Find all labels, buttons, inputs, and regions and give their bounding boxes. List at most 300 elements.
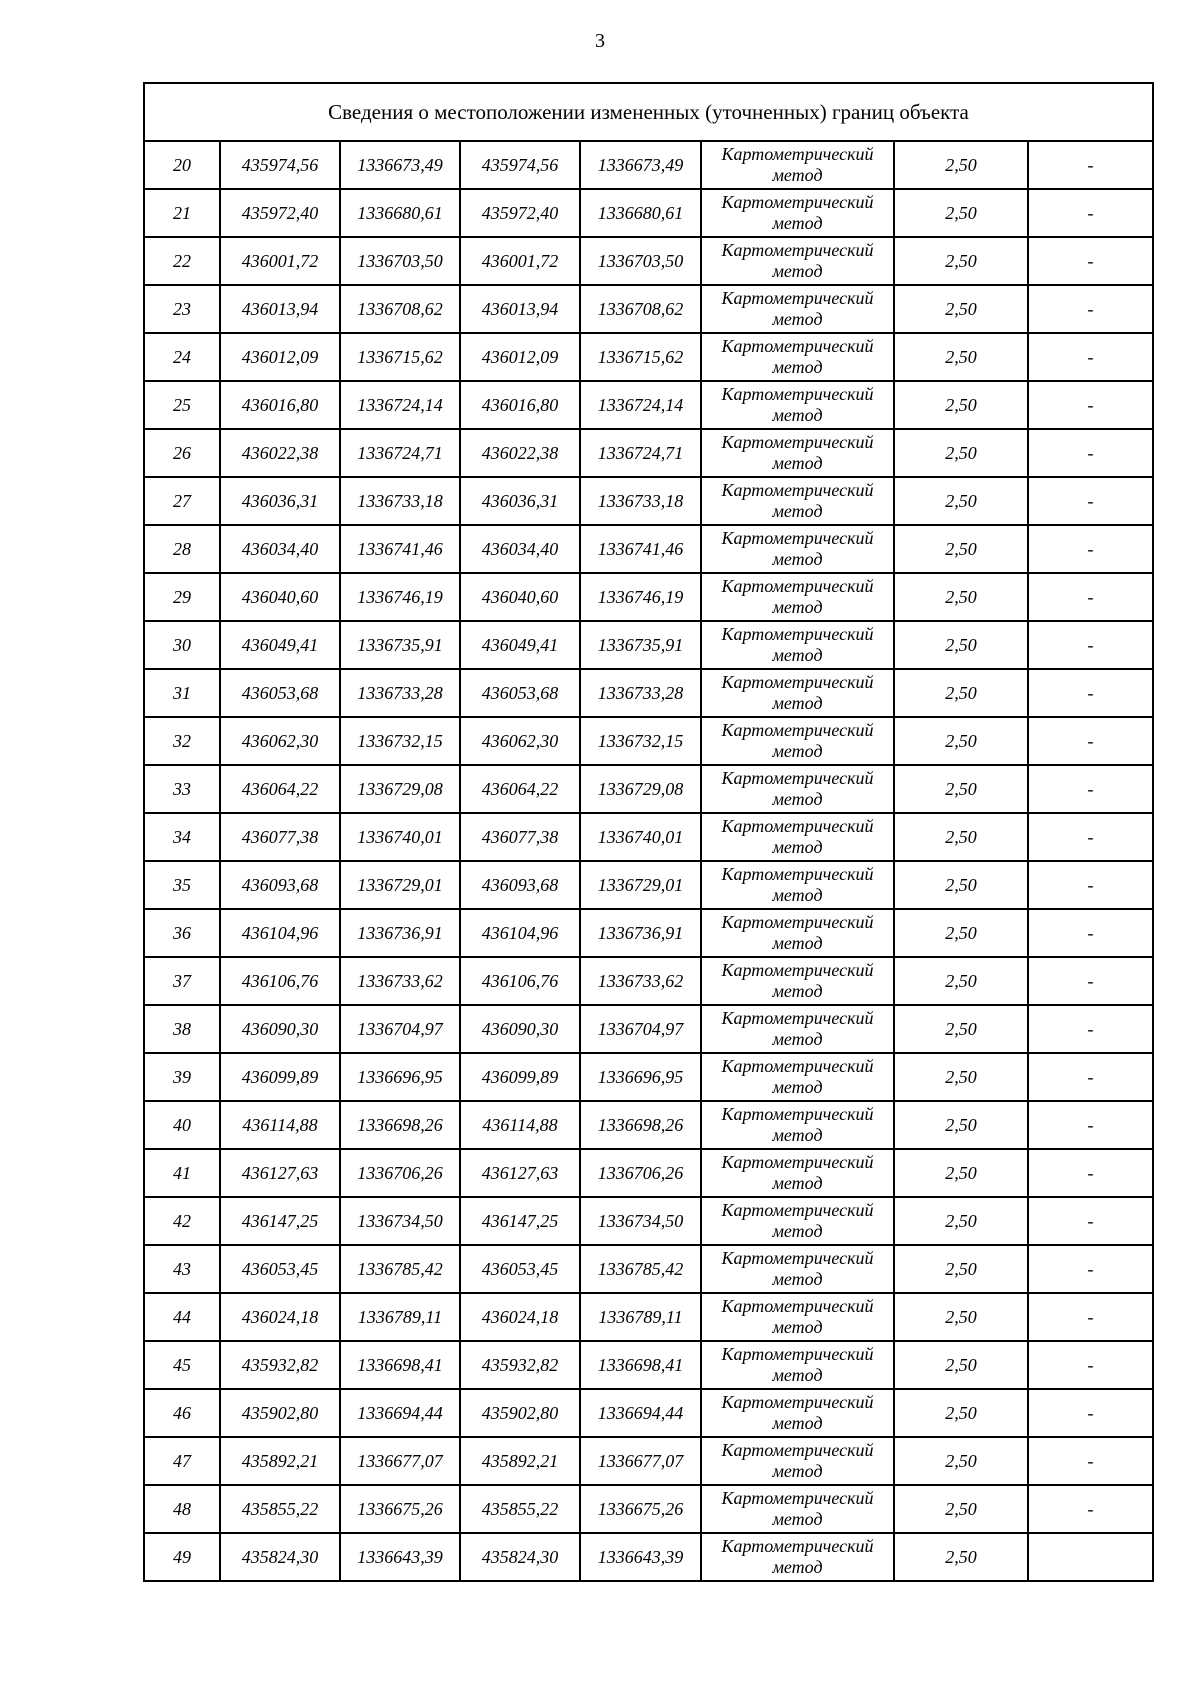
x-new-cell: 435972,40 (460, 189, 580, 237)
point-number-cell: 34 (144, 813, 220, 861)
method-line-2: метод (772, 1221, 823, 1241)
note-cell: - (1028, 189, 1153, 237)
x-new-cell: 436022,38 (460, 429, 580, 477)
x-existing-cell: 436012,09 (220, 333, 340, 381)
method-cell (701, 861, 894, 909)
method-line-2: метод (772, 645, 823, 665)
y-existing-cell: 1336680,61 (340, 189, 460, 237)
table-row (144, 477, 1153, 525)
precision-cell: 2,50 (894, 1005, 1028, 1053)
x-new-cell: 436127,63 (460, 1149, 580, 1197)
method-line-1: Картометрический (721, 1008, 874, 1028)
x-existing-cell: 436062,30 (220, 717, 340, 765)
point-number-cell: 28 (144, 525, 220, 573)
x-existing-cell: 436064,22 (220, 765, 340, 813)
note-cell: - (1028, 381, 1153, 429)
point-number-cell: 40 (144, 1101, 220, 1149)
x-new-cell: 436064,22 (460, 765, 580, 813)
method-cell (701, 1053, 894, 1101)
y-existing-cell: 1336729,08 (340, 765, 460, 813)
point-number-cell: 20 (144, 141, 220, 189)
y-existing-cell: 1336736,91 (340, 909, 460, 957)
y-existing-cell: 1336733,28 (340, 669, 460, 717)
table-row (144, 381, 1153, 429)
method-line-2: метод (772, 837, 823, 857)
x-new-cell: 436001,72 (460, 237, 580, 285)
y-existing-cell: 1336741,46 (340, 525, 460, 573)
y-existing-cell: 1336733,62 (340, 957, 460, 1005)
y-new-cell: 1336735,91 (580, 621, 701, 669)
method-line-1: Картометрический (721, 1152, 874, 1172)
x-new-cell: 436090,30 (460, 1005, 580, 1053)
y-existing-cell: 1336740,01 (340, 813, 460, 861)
point-number-cell: 27 (144, 477, 220, 525)
method-line-2: метод (772, 1557, 823, 1577)
precision-cell: 2,50 (894, 1245, 1028, 1293)
method-cell (701, 1005, 894, 1053)
point-number-cell: 33 (144, 765, 220, 813)
y-new-cell: 1336733,62 (580, 957, 701, 1005)
y-existing-cell: 1336708,62 (340, 285, 460, 333)
method-line-1: Картометрический (721, 816, 874, 836)
table-row (144, 1437, 1153, 1485)
method-line-1: Картометрический (721, 240, 874, 260)
method-line-1: Картометрический (721, 1248, 874, 1268)
x-existing-cell: 436001,72 (220, 237, 340, 285)
y-new-cell: 1336746,19 (580, 573, 701, 621)
point-number-cell: 37 (144, 957, 220, 1005)
method-cell (701, 1101, 894, 1149)
y-new-cell: 1336677,07 (580, 1437, 701, 1485)
x-new-cell: 436049,41 (460, 621, 580, 669)
note-cell: - (1028, 1485, 1153, 1533)
point-number-cell: 35 (144, 861, 220, 909)
y-new-cell: 1336680,61 (580, 189, 701, 237)
method-line-2: метод (772, 165, 823, 185)
precision-cell: 2,50 (894, 333, 1028, 381)
table-row (144, 1389, 1153, 1437)
method-line-1: Картометрический (721, 288, 874, 308)
x-existing-cell: 436036,31 (220, 477, 340, 525)
method-line-1: Картометрический (721, 1440, 874, 1460)
method-line-2: метод (772, 1365, 823, 1385)
note-cell: - (1028, 1437, 1153, 1485)
boundary-coordinates-table (143, 82, 1154, 1582)
precision-cell: 2,50 (894, 1293, 1028, 1341)
method-line-1: Картометрический (721, 528, 874, 548)
precision-cell: 2,50 (894, 1437, 1028, 1485)
precision-cell: 2,50 (894, 1533, 1028, 1581)
method-cell (701, 1437, 894, 1485)
method-cell (701, 429, 894, 477)
x-new-cell: 436036,31 (460, 477, 580, 525)
note-cell: - (1028, 813, 1153, 861)
note-cell: - (1028, 525, 1153, 573)
method-line-2: метод (772, 1413, 823, 1433)
x-existing-cell: 436147,25 (220, 1197, 340, 1245)
method-line-1: Картометрический (721, 864, 874, 884)
x-existing-cell: 436034,40 (220, 525, 340, 573)
method-line-2: метод (772, 309, 823, 329)
point-number-cell: 21 (144, 189, 220, 237)
precision-cell: 2,50 (894, 1197, 1028, 1245)
y-existing-cell: 1336724,71 (340, 429, 460, 477)
precision-cell: 2,50 (894, 573, 1028, 621)
method-cell (701, 525, 894, 573)
precision-cell: 2,50 (894, 237, 1028, 285)
y-existing-cell: 1336698,41 (340, 1341, 460, 1389)
point-number-cell: 42 (144, 1197, 220, 1245)
x-new-cell: 436053,45 (460, 1245, 580, 1293)
method-cell (701, 813, 894, 861)
x-existing-cell: 436099,89 (220, 1053, 340, 1101)
method-line-1: Картометрический (721, 336, 874, 356)
method-cell (701, 1341, 894, 1389)
x-new-cell: 436024,18 (460, 1293, 580, 1341)
precision-cell: 2,50 (894, 1053, 1028, 1101)
x-existing-cell: 436106,76 (220, 957, 340, 1005)
x-new-cell: 436147,25 (460, 1197, 580, 1245)
method-line-2: метод (772, 1269, 823, 1289)
note-cell: - (1028, 669, 1153, 717)
note-cell: - (1028, 477, 1153, 525)
y-existing-cell: 1336703,50 (340, 237, 460, 285)
precision-cell: 2,50 (894, 1101, 1028, 1149)
method-line-1: Картометрический (721, 1104, 874, 1124)
method-cell (701, 285, 894, 333)
precision-cell: 2,50 (894, 1485, 1028, 1533)
y-new-cell: 1336715,62 (580, 333, 701, 381)
point-number-cell: 46 (144, 1389, 220, 1437)
method-cell (701, 189, 894, 237)
y-new-cell: 1336704,97 (580, 1005, 701, 1053)
note-cell: - (1028, 1245, 1153, 1293)
method-line-2: метод (772, 693, 823, 713)
x-existing-cell: 435824,30 (220, 1533, 340, 1581)
x-existing-cell: 436040,60 (220, 573, 340, 621)
x-new-cell: 435902,80 (460, 1389, 580, 1437)
point-number-cell: 43 (144, 1245, 220, 1293)
table-row (144, 765, 1153, 813)
x-existing-cell: 436053,45 (220, 1245, 340, 1293)
method-cell (701, 1197, 894, 1245)
point-number-cell: 23 (144, 285, 220, 333)
x-new-cell: 436013,94 (460, 285, 580, 333)
method-cell (701, 1245, 894, 1293)
note-cell: - (1028, 1293, 1153, 1341)
x-new-cell: 435932,82 (460, 1341, 580, 1389)
note-cell: - (1028, 957, 1153, 1005)
table-row (144, 1485, 1153, 1533)
table-row (144, 909, 1153, 957)
y-new-cell: 1336740,01 (580, 813, 701, 861)
point-number-cell: 45 (144, 1341, 220, 1389)
method-line-1: Картометрический (721, 624, 874, 644)
method-line-1: Картометрический (721, 480, 874, 500)
x-new-cell: 436106,76 (460, 957, 580, 1005)
table-row (144, 621, 1153, 669)
method-line-2: метод (772, 1125, 823, 1145)
method-line-1: Картометрический (721, 384, 874, 404)
y-existing-cell: 1336704,97 (340, 1005, 460, 1053)
table-row (144, 573, 1153, 621)
note-cell: - (1028, 1005, 1153, 1053)
y-new-cell: 1336733,28 (580, 669, 701, 717)
x-existing-cell: 436127,63 (220, 1149, 340, 1197)
table-row (144, 237, 1153, 285)
y-existing-cell: 1336732,15 (340, 717, 460, 765)
x-existing-cell: 436049,41 (220, 621, 340, 669)
note-cell: - (1028, 1101, 1153, 1149)
precision-cell: 2,50 (894, 477, 1028, 525)
table-row (144, 717, 1153, 765)
y-new-cell: 1336729,08 (580, 765, 701, 813)
table-row (144, 813, 1153, 861)
y-new-cell: 1336708,62 (580, 285, 701, 333)
y-existing-cell: 1336735,91 (340, 621, 460, 669)
point-number-cell: 22 (144, 237, 220, 285)
point-number-cell: 30 (144, 621, 220, 669)
method-line-1: Картометрический (721, 432, 874, 452)
method-cell (701, 717, 894, 765)
method-cell (701, 669, 894, 717)
y-new-cell: 1336724,71 (580, 429, 701, 477)
method-line-2: метод (772, 1461, 823, 1481)
point-number-cell: 32 (144, 717, 220, 765)
precision-cell: 2,50 (894, 957, 1028, 1005)
y-new-cell: 1336706,26 (580, 1149, 701, 1197)
x-existing-cell: 435932,82 (220, 1341, 340, 1389)
note-cell: - (1028, 333, 1153, 381)
x-new-cell: 435824,30 (460, 1533, 580, 1581)
y-new-cell: 1336785,42 (580, 1245, 701, 1293)
point-number-cell: 24 (144, 333, 220, 381)
precision-cell: 2,50 (894, 861, 1028, 909)
point-number-cell: 25 (144, 381, 220, 429)
point-number-cell: 38 (144, 1005, 220, 1053)
precision-cell: 2,50 (894, 1389, 1028, 1437)
y-new-cell: 1336703,50 (580, 237, 701, 285)
x-new-cell: 436104,96 (460, 909, 580, 957)
method-line-2: метод (772, 405, 823, 425)
y-new-cell: 1336673,49 (580, 141, 701, 189)
table-row (144, 285, 1153, 333)
method-cell (701, 237, 894, 285)
point-number-cell: 26 (144, 429, 220, 477)
method-cell (701, 909, 894, 957)
y-existing-cell: 1336696,95 (340, 1053, 460, 1101)
note-cell: - (1028, 1053, 1153, 1101)
method-line-2: метод (772, 213, 823, 233)
x-existing-cell: 436022,38 (220, 429, 340, 477)
x-existing-cell: 436024,18 (220, 1293, 340, 1341)
table-row (144, 957, 1153, 1005)
method-line-1: Картометрический (721, 1056, 874, 1076)
table-row (144, 1293, 1153, 1341)
point-number-cell: 39 (144, 1053, 220, 1101)
y-existing-cell: 1336789,11 (340, 1293, 460, 1341)
table-row (144, 1053, 1153, 1101)
note-cell: - (1028, 717, 1153, 765)
table-row (144, 1149, 1153, 1197)
method-line-2: метод (772, 261, 823, 281)
y-new-cell: 1336729,01 (580, 861, 701, 909)
y-new-cell: 1336698,41 (580, 1341, 701, 1389)
note-cell: - (1028, 621, 1153, 669)
method-line-2: метод (772, 789, 823, 809)
precision-cell: 2,50 (894, 909, 1028, 957)
precision-cell: 2,50 (894, 381, 1028, 429)
method-line-1: Картометрический (721, 144, 874, 164)
point-number-cell: 31 (144, 669, 220, 717)
precision-cell: 2,50 (894, 765, 1028, 813)
precision-cell: 2,50 (894, 717, 1028, 765)
x-new-cell: 435892,21 (460, 1437, 580, 1485)
method-line-1: Картометрический (721, 1200, 874, 1220)
y-existing-cell: 1336729,01 (340, 861, 460, 909)
y-existing-cell: 1336643,39 (340, 1533, 460, 1581)
x-existing-cell: 436090,30 (220, 1005, 340, 1053)
y-new-cell: 1336736,91 (580, 909, 701, 957)
method-cell (701, 1389, 894, 1437)
method-cell (701, 477, 894, 525)
y-new-cell: 1336789,11 (580, 1293, 701, 1341)
precision-cell: 2,50 (894, 141, 1028, 189)
method-cell (701, 621, 894, 669)
method-line-1: Картометрический (721, 1296, 874, 1316)
method-line-2: метод (772, 1077, 823, 1097)
method-line-2: метод (772, 933, 823, 953)
table-row (144, 1005, 1153, 1053)
y-new-cell: 1336733,18 (580, 477, 701, 525)
point-number-cell: 36 (144, 909, 220, 957)
method-cell (701, 381, 894, 429)
precision-cell: 2,50 (894, 429, 1028, 477)
x-existing-cell: 435974,56 (220, 141, 340, 189)
method-line-2: метод (772, 501, 823, 521)
y-existing-cell: 1336677,07 (340, 1437, 460, 1485)
precision-cell: 2,50 (894, 525, 1028, 573)
note-cell: - (1028, 429, 1153, 477)
precision-cell: 2,50 (894, 813, 1028, 861)
y-new-cell: 1336698,26 (580, 1101, 701, 1149)
method-line-2: метод (772, 1029, 823, 1049)
note-cell: - (1028, 765, 1153, 813)
x-new-cell: 436099,89 (460, 1053, 580, 1101)
note-cell: - (1028, 285, 1153, 333)
x-new-cell: 436040,60 (460, 573, 580, 621)
table-row (144, 189, 1153, 237)
y-new-cell: 1336696,95 (580, 1053, 701, 1101)
table-row (144, 669, 1153, 717)
note-cell: - (1028, 1149, 1153, 1197)
method-line-1: Картометрический (721, 1392, 874, 1412)
method-line-1: Картометрический (721, 720, 874, 740)
x-existing-cell: 435972,40 (220, 189, 340, 237)
precision-cell: 2,50 (894, 1341, 1028, 1389)
method-cell (701, 1293, 894, 1341)
y-new-cell: 1336734,50 (580, 1197, 701, 1245)
point-number-cell: 44 (144, 1293, 220, 1341)
table-row (144, 1101, 1153, 1149)
method-line-2: метод (772, 1317, 823, 1337)
method-cell (701, 957, 894, 1005)
method-cell (701, 1149, 894, 1197)
point-number-cell: 49 (144, 1533, 220, 1581)
method-line-2: метод (772, 597, 823, 617)
y-new-cell: 1336724,14 (580, 381, 701, 429)
y-existing-cell: 1336675,26 (340, 1485, 460, 1533)
y-existing-cell: 1336724,14 (340, 381, 460, 429)
method-line-2: метод (772, 357, 823, 377)
x-new-cell: 436016,80 (460, 381, 580, 429)
note-cell: - (1028, 861, 1153, 909)
method-line-1: Картометрический (721, 192, 874, 212)
method-line-1: Картометрический (721, 1344, 874, 1364)
table-row (144, 141, 1153, 189)
method-cell (701, 141, 894, 189)
x-existing-cell: 436053,68 (220, 669, 340, 717)
method-line-1: Картометрический (721, 1488, 874, 1508)
note-cell (1028, 1533, 1153, 1581)
note-cell: - (1028, 909, 1153, 957)
y-new-cell: 1336694,44 (580, 1389, 701, 1437)
precision-cell: 2,50 (894, 669, 1028, 717)
y-existing-cell: 1336734,50 (340, 1197, 460, 1245)
table-row (144, 525, 1153, 573)
page-number: 3 (595, 30, 605, 52)
method-cell (701, 1485, 894, 1533)
point-number-cell: 41 (144, 1149, 220, 1197)
x-new-cell: 435974,56 (460, 141, 580, 189)
note-cell: - (1028, 1197, 1153, 1245)
x-new-cell: 436114,88 (460, 1101, 580, 1149)
x-existing-cell: 436104,96 (220, 909, 340, 957)
note-cell: - (1028, 237, 1153, 285)
table-row (144, 1533, 1153, 1581)
method-line-1: Картометрический (721, 960, 874, 980)
x-new-cell: 436012,09 (460, 333, 580, 381)
precision-cell: 2,50 (894, 285, 1028, 333)
method-cell (701, 333, 894, 381)
table-row (144, 861, 1153, 909)
method-cell (701, 573, 894, 621)
y-new-cell: 1336732,15 (580, 717, 701, 765)
precision-cell: 2,50 (894, 1149, 1028, 1197)
x-existing-cell: 435855,22 (220, 1485, 340, 1533)
method-line-1: Картометрический (721, 1536, 874, 1556)
table-row (144, 1341, 1153, 1389)
x-existing-cell: 435902,80 (220, 1389, 340, 1437)
table-row (144, 333, 1153, 381)
y-existing-cell: 1336733,18 (340, 477, 460, 525)
method-line-2: метод (772, 885, 823, 905)
note-cell: - (1028, 1389, 1153, 1437)
x-new-cell: 435855,22 (460, 1485, 580, 1533)
point-number-cell: 29 (144, 573, 220, 621)
x-existing-cell: 436093,68 (220, 861, 340, 909)
x-new-cell: 436034,40 (460, 525, 580, 573)
precision-cell: 2,50 (894, 621, 1028, 669)
x-new-cell: 436062,30 (460, 717, 580, 765)
method-line-2: метод (772, 741, 823, 761)
x-existing-cell: 435892,21 (220, 1437, 340, 1485)
x-new-cell: 436053,68 (460, 669, 580, 717)
table-title: Сведения о местоположении измененных (уточненных) границ объекта (144, 83, 1153, 141)
y-existing-cell: 1336785,42 (340, 1245, 460, 1293)
note-cell: - (1028, 141, 1153, 189)
y-new-cell: 1336675,26 (580, 1485, 701, 1533)
